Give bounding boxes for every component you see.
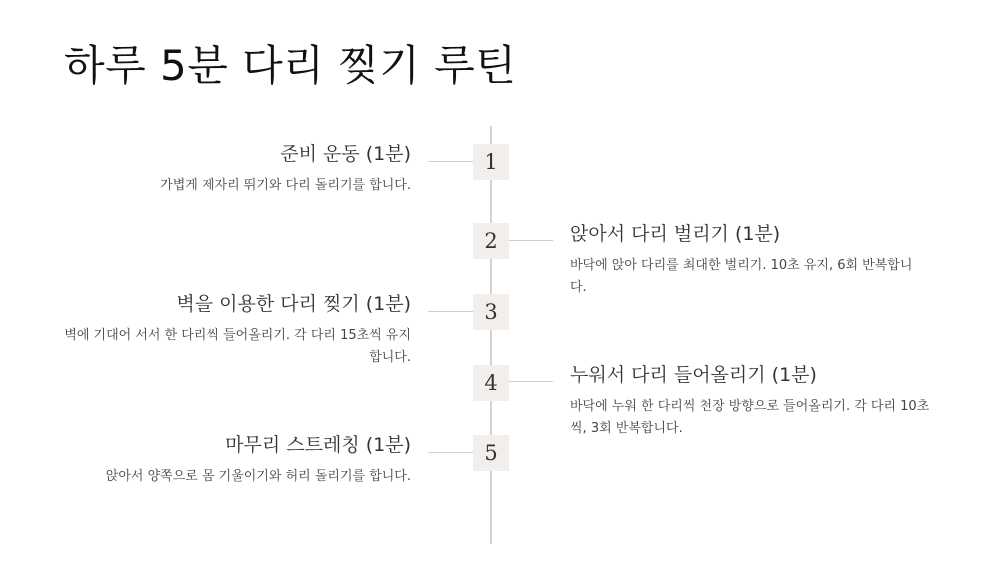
step-3-description: 벽에 기대어 서서 한 다리씩 들어올리기. 각 다리 15초씩 유지합니다. [64, 328, 411, 365]
step-1-connector [428, 161, 473, 162]
step-4-title: 누워서 다리 들어올리기 (1분) [570, 364, 817, 386]
step-5-number-badge: 5 [473, 435, 509, 471]
step-2-number-badge: 2 [473, 223, 509, 259]
step-5-title: 마무리 스트레칭 (1분) [225, 434, 411, 456]
step-1 [51, 141, 411, 197]
step-5 [61, 432, 411, 488]
step-3 [61, 291, 411, 369]
step-1-number-badge: 1 [473, 144, 509, 180]
step-4-description: 바닥에 누워 한 다리씩 천장 방향으로 들어올리기. 각 다리 10초씩, 3회 반복합니다. [570, 399, 930, 436]
step-2 [570, 221, 920, 299]
timeline-spine [490, 126, 492, 544]
step-4 [570, 362, 930, 440]
step-2-description: 바닥에 앉아 다리를 최대한 벌리기. 10초 유지, 6회 반복합니다. [570, 258, 913, 295]
step-5-connector [428, 452, 473, 453]
step-1-title: 준비 운동 (1분) [280, 143, 411, 165]
step-2-connector [509, 240, 553, 241]
step-4-number-badge: 4 [473, 365, 509, 401]
step-3-title: 벽을 이용한 다리 찢기 (1분) [176, 293, 411, 315]
step-3-connector [428, 311, 473, 312]
step-5-description: 앉아서 양쪽으로 몸 기울이기와 허리 돌리기를 합니다. [105, 469, 411, 484]
step-4-connector [509, 381, 553, 382]
page-title: 하루 5분 다리 찢기 루틴 [64, 41, 517, 90]
step-2-title: 앉아서 다리 벌리기 (1분) [570, 223, 781, 245]
step-1-description: 가볍게 제자리 뛰기와 다리 돌리기를 합니다. [160, 178, 411, 193]
step-3-number-badge: 3 [473, 294, 509, 330]
